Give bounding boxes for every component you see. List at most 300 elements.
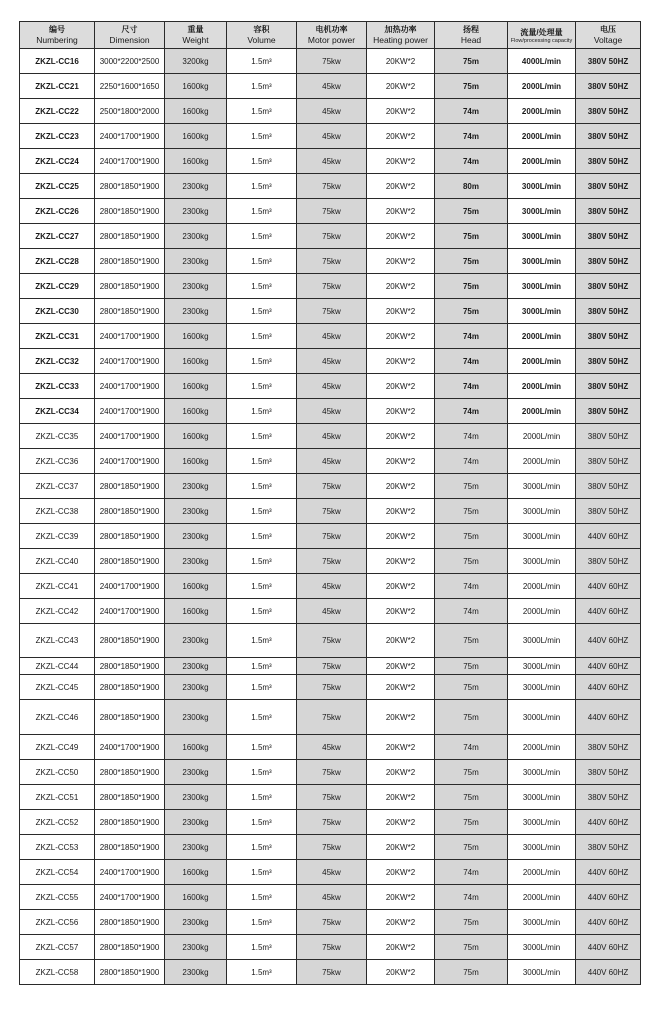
cell-head: 75m (435, 810, 508, 835)
cell-flow: 3000L/min (508, 960, 576, 985)
cell-heating-power: 20KW*2 (367, 624, 435, 658)
cell-weight: 2300kg (165, 675, 227, 700)
cell-weight: 2300kg (165, 274, 227, 299)
header-dimension (95, 22, 165, 49)
cell-dimension: 2800*1850*1900 (95, 199, 165, 224)
cell-volume: 1.5m³ (227, 910, 297, 935)
cell-dimension: 2800*1850*1900 (95, 299, 165, 324)
cell-head: 74m (435, 860, 508, 885)
cell-head: 75m (435, 910, 508, 935)
cell-weight: 2300kg (165, 960, 227, 985)
cell-head: 75m (435, 549, 508, 574)
cell-volume: 1.5m³ (227, 224, 297, 249)
header-cn: 加热功率 (384, 25, 417, 34)
cell-volume: 1.5m³ (227, 474, 297, 499)
cell-numbering: ZKZL-CC16 (20, 49, 95, 74)
cell-weight: 1600kg (165, 349, 227, 374)
cell-numbering: ZKZL-CC50 (20, 760, 95, 785)
cell-motor-power: 45kw (297, 374, 367, 399)
cell-head: 74m (435, 99, 508, 124)
table-row (20, 149, 641, 174)
cell-head: 80m (435, 174, 508, 199)
cell-heating-power: 20KW*2 (367, 935, 435, 960)
cell-numbering: ZKZL-CC58 (20, 960, 95, 985)
cell-weight: 2300kg (165, 658, 227, 675)
cell-volume: 1.5m³ (227, 599, 297, 624)
cell-volume: 1.5m³ (227, 524, 297, 549)
cell-volume: 1.5m³ (227, 885, 297, 910)
cell-head: 75m (435, 700, 508, 735)
cell-heating-power: 20KW*2 (367, 785, 435, 810)
cell-numbering: ZKZL-CC49 (20, 735, 95, 760)
cell-head: 75m (435, 760, 508, 785)
cell-voltage: 380V 50HZ (576, 274, 641, 299)
cell-dimension: 2400*1700*1900 (95, 735, 165, 760)
table-row (20, 549, 641, 574)
cell-dimension: 2800*1850*1900 (95, 499, 165, 524)
cell-dimension: 2400*1700*1900 (95, 399, 165, 424)
cell-motor-power: 45kw (297, 324, 367, 349)
cell-numbering: ZKZL-CC29 (20, 274, 95, 299)
cell-weight: 2300kg (165, 499, 227, 524)
header-flow (508, 22, 576, 49)
cell-volume: 1.5m³ (227, 324, 297, 349)
cell-heating-power: 20KW*2 (367, 910, 435, 935)
cell-motor-power: 45kw (297, 860, 367, 885)
cell-voltage: 380V 50HZ (576, 74, 641, 99)
cell-heating-power: 20KW*2 (367, 700, 435, 735)
cell-motor-power: 45kw (297, 735, 367, 760)
cell-motor-power: 45kw (297, 449, 367, 474)
cell-numbering: ZKZL-CC24 (20, 149, 95, 174)
cell-motor-power: 75kw (297, 274, 367, 299)
cell-volume: 1.5m³ (227, 374, 297, 399)
cell-numbering: ZKZL-CC35 (20, 424, 95, 449)
cell-voltage: 380V 50HZ (576, 760, 641, 785)
cell-volume: 1.5m³ (227, 124, 297, 149)
cell-head: 75m (435, 675, 508, 700)
cell-flow: 2000L/min (508, 349, 576, 374)
cell-heating-power: 20KW*2 (367, 224, 435, 249)
cell-head: 75m (435, 624, 508, 658)
cell-dimension: 2800*1850*1900 (95, 960, 165, 985)
cell-flow: 3000L/min (508, 549, 576, 574)
table-row (20, 760, 641, 785)
header-en: Volume (247, 35, 276, 45)
table-row (20, 860, 641, 885)
cell-numbering: ZKZL-CC56 (20, 910, 95, 935)
cell-motor-power: 75kw (297, 935, 367, 960)
cell-head: 74m (435, 349, 508, 374)
cell-volume: 1.5m³ (227, 810, 297, 835)
cell-heating-power: 20KW*2 (367, 99, 435, 124)
cell-flow: 2000L/min (508, 74, 576, 99)
cell-numbering: ZKZL-CC57 (20, 935, 95, 960)
cell-voltage: 380V 50HZ (576, 124, 641, 149)
cell-flow: 3000L/min (508, 499, 576, 524)
cell-voltage: 380V 50HZ (576, 99, 641, 124)
cell-motor-power: 45kw (297, 599, 367, 624)
cell-head: 75m (435, 474, 508, 499)
cell-volume: 1.5m³ (227, 624, 297, 658)
cell-voltage: 440V 60HZ (576, 675, 641, 700)
cell-voltage: 380V 50HZ (576, 374, 641, 399)
cell-heating-power: 20KW*2 (367, 374, 435, 399)
cell-motor-power: 45kw (297, 885, 367, 910)
cell-head: 74m (435, 599, 508, 624)
cell-numbering: ZKZL-CC53 (20, 835, 95, 860)
table-row (20, 399, 641, 424)
header-cn: 电机功率 (315, 25, 348, 34)
cell-flow: 3000L/min (508, 624, 576, 658)
cell-head: 74m (435, 424, 508, 449)
cell-dimension: 2800*1850*1900 (95, 624, 165, 658)
cell-volume: 1.5m³ (227, 74, 297, 99)
header-numbering (20, 22, 95, 49)
cell-volume: 1.5m³ (227, 960, 297, 985)
cell-numbering: ZKZL-CC34 (20, 399, 95, 424)
cell-motor-power: 75kw (297, 910, 367, 935)
cell-dimension: 2400*1700*1900 (95, 374, 165, 399)
cell-heating-power: 20KW*2 (367, 449, 435, 474)
cell-motor-power: 45kw (297, 124, 367, 149)
cell-numbering: ZKZL-CC38 (20, 499, 95, 524)
cell-flow: 2000L/min (508, 99, 576, 124)
cell-dimension: 2800*1850*1900 (95, 835, 165, 860)
table-row (20, 499, 641, 524)
cell-motor-power: 75kw (297, 199, 367, 224)
header-heating-power (367, 22, 435, 49)
cell-weight: 1600kg (165, 374, 227, 399)
cell-dimension: 2400*1700*1900 (95, 860, 165, 885)
cell-motor-power: 45kw (297, 149, 367, 174)
cell-weight: 2300kg (165, 474, 227, 499)
cell-heating-power: 20KW*2 (367, 324, 435, 349)
cell-heating-power: 20KW*2 (367, 860, 435, 885)
cell-flow: 2000L/min (508, 735, 576, 760)
cell-dimension: 2400*1700*1900 (95, 574, 165, 599)
header-en: Weight (182, 35, 209, 45)
cell-volume: 1.5m³ (227, 274, 297, 299)
cell-flow: 2000L/min (508, 424, 576, 449)
cell-flow: 3000L/min (508, 199, 576, 224)
table-row (20, 224, 641, 249)
cell-head: 74m (435, 735, 508, 760)
cell-flow: 3000L/min (508, 810, 576, 835)
header-cn: 扬程 (463, 25, 479, 34)
cell-weight: 2300kg (165, 174, 227, 199)
table-row (20, 810, 641, 835)
cell-weight: 1600kg (165, 424, 227, 449)
cell-weight: 1600kg (165, 124, 227, 149)
table-header (20, 22, 641, 49)
cell-volume: 1.5m³ (227, 935, 297, 960)
cell-flow: 3000L/min (508, 785, 576, 810)
cell-weight: 1600kg (165, 149, 227, 174)
cell-heating-power: 20KW*2 (367, 274, 435, 299)
table-row (20, 524, 641, 549)
cell-numbering: ZKZL-CC32 (20, 349, 95, 374)
cell-motor-power: 45kw (297, 399, 367, 424)
header-en: Head (460, 35, 482, 45)
cell-motor-power: 45kw (297, 74, 367, 99)
cell-weight: 2300kg (165, 299, 227, 324)
cell-motor-power: 75kw (297, 524, 367, 549)
cell-voltage: 440V 60HZ (576, 700, 641, 735)
cell-flow: 3000L/min (508, 174, 576, 199)
cell-heating-power: 20KW*2 (367, 149, 435, 174)
header-cn: 尺寸 (121, 25, 138, 34)
cell-heating-power: 20KW*2 (367, 735, 435, 760)
cell-dimension: 2400*1700*1900 (95, 449, 165, 474)
table-row (20, 785, 641, 810)
cell-dimension: 3000*2200*2500 (95, 49, 165, 74)
cell-flow: 4000L/min (508, 49, 576, 74)
table-row (20, 374, 641, 399)
cell-flow: 3000L/min (508, 474, 576, 499)
cell-heating-power: 20KW*2 (367, 349, 435, 374)
cell-motor-power: 75kw (297, 675, 367, 700)
cell-weight: 2300kg (165, 249, 227, 274)
table-row (20, 174, 641, 199)
cell-weight: 1600kg (165, 885, 227, 910)
cell-flow: 3000L/min (508, 224, 576, 249)
cell-weight: 2300kg (165, 624, 227, 658)
header-volume (227, 22, 297, 49)
cell-volume: 1.5m³ (227, 249, 297, 274)
cell-volume: 1.5m³ (227, 424, 297, 449)
cell-heating-power: 20KW*2 (367, 199, 435, 224)
cell-heating-power: 20KW*2 (367, 474, 435, 499)
table-row (20, 574, 641, 599)
cell-dimension: 2800*1850*1900 (95, 249, 165, 274)
cell-numbering: ZKZL-CC37 (20, 474, 95, 499)
cell-weight: 1600kg (165, 399, 227, 424)
table-row (20, 599, 641, 624)
header-en: Motor power (307, 35, 356, 45)
cell-voltage: 440V 60HZ (576, 524, 641, 549)
cell-dimension: 2400*1700*1900 (95, 324, 165, 349)
cell-numbering: ZKZL-CC22 (20, 99, 95, 124)
cell-motor-power: 75kw (297, 960, 367, 985)
cell-voltage: 380V 50HZ (576, 224, 641, 249)
cell-dimension: 2400*1700*1900 (95, 599, 165, 624)
cell-dimension: 2800*1850*1900 (95, 224, 165, 249)
cell-weight: 2300kg (165, 810, 227, 835)
cell-heating-power: 20KW*2 (367, 760, 435, 785)
cell-numbering: ZKZL-CC30 (20, 299, 95, 324)
cell-volume: 1.5m³ (227, 760, 297, 785)
table-row (20, 960, 641, 985)
cell-dimension: 2800*1850*1900 (95, 174, 165, 199)
cell-volume: 1.5m³ (227, 549, 297, 574)
cell-voltage: 380V 50HZ (576, 174, 641, 199)
cell-heating-power: 20KW*2 (367, 124, 435, 149)
cell-flow: 3000L/min (508, 299, 576, 324)
cell-head: 75m (435, 524, 508, 549)
cell-heating-power: 20KW*2 (367, 49, 435, 74)
header-weight (165, 22, 227, 49)
cell-head: 75m (435, 274, 508, 299)
cell-head: 74m (435, 324, 508, 349)
table-row (20, 910, 641, 935)
cell-volume: 1.5m³ (227, 99, 297, 124)
cell-flow: 2000L/min (508, 885, 576, 910)
cell-flow: 3000L/min (508, 675, 576, 700)
table-row (20, 249, 641, 274)
cell-head: 74m (435, 574, 508, 599)
cell-voltage: 440V 60HZ (576, 935, 641, 960)
cell-voltage: 440V 60HZ (576, 960, 641, 985)
cell-numbering: ZKZL-CC26 (20, 199, 95, 224)
cell-dimension: 2800*1850*1900 (95, 474, 165, 499)
cell-flow: 2000L/min (508, 860, 576, 885)
cell-volume: 1.5m³ (227, 860, 297, 885)
cell-dimension: 2800*1850*1900 (95, 935, 165, 960)
cell-motor-power: 75kw (297, 549, 367, 574)
cell-flow: 2000L/min (508, 599, 576, 624)
cell-numbering: ZKZL-CC52 (20, 810, 95, 835)
table-row (20, 199, 641, 224)
cell-dimension: 2800*1850*1900 (95, 785, 165, 810)
cell-flow: 3000L/min (508, 835, 576, 860)
header-row (20, 22, 641, 49)
cell-heating-power: 20KW*2 (367, 810, 435, 835)
cell-volume: 1.5m³ (227, 658, 297, 675)
cell-heating-power: 20KW*2 (367, 574, 435, 599)
cell-dimension: 2500*1800*2000 (95, 99, 165, 124)
cell-numbering: ZKZL-CC46 (20, 700, 95, 735)
table-row (20, 675, 641, 700)
cell-flow: 3000L/min (508, 274, 576, 299)
cell-motor-power: 75kw (297, 700, 367, 735)
cell-voltage: 380V 50HZ (576, 199, 641, 224)
header-cn: 流量/处理量 (520, 27, 563, 37)
cell-motor-power: 75kw (297, 49, 367, 74)
header-en: Flow/processing capacity (510, 37, 573, 44)
cell-head: 75m (435, 249, 508, 274)
cell-motor-power: 75kw (297, 785, 367, 810)
cell-voltage: 380V 50HZ (576, 835, 641, 860)
cell-head: 75m (435, 224, 508, 249)
cell-voltage: 380V 50HZ (576, 49, 641, 74)
cell-volume: 1.5m³ (227, 785, 297, 810)
cell-volume: 1.5m³ (227, 299, 297, 324)
cell-heating-power: 20KW*2 (367, 524, 435, 549)
cell-voltage: 380V 50HZ (576, 399, 641, 424)
cell-weight: 2300kg (165, 549, 227, 574)
cell-motor-power: 75kw (297, 835, 367, 860)
cell-voltage: 440V 60HZ (576, 624, 641, 658)
cell-numbering: ZKZL-CC23 (20, 124, 95, 149)
table-row (20, 935, 641, 960)
cell-heating-power: 20KW*2 (367, 399, 435, 424)
cell-weight: 2300kg (165, 224, 227, 249)
cell-flow: 3000L/min (508, 935, 576, 960)
cell-voltage: 380V 50HZ (576, 324, 641, 349)
cell-volume: 1.5m³ (227, 399, 297, 424)
table-body (20, 49, 641, 985)
table-row (20, 299, 641, 324)
header-en: Dimension (109, 35, 150, 45)
cell-voltage: 440V 60HZ (576, 860, 641, 885)
cell-motor-power: 45kw (297, 99, 367, 124)
cell-heating-power: 20KW*2 (367, 499, 435, 524)
cell-flow: 2000L/min (508, 124, 576, 149)
header-en: Numbering (36, 35, 78, 45)
cell-heating-power: 20KW*2 (367, 424, 435, 449)
cell-heating-power: 20KW*2 (367, 599, 435, 624)
table-row (20, 349, 641, 374)
table-row (20, 124, 641, 149)
cell-motor-power: 75kw (297, 174, 367, 199)
table-row (20, 624, 641, 658)
cell-voltage: 380V 50HZ (576, 424, 641, 449)
cell-voltage: 440V 60HZ (576, 885, 641, 910)
table-row (20, 835, 641, 860)
cell-head: 74m (435, 124, 508, 149)
cell-flow: 3000L/min (508, 700, 576, 735)
table-row (20, 424, 641, 449)
cell-voltage: 380V 50HZ (576, 149, 641, 174)
cell-head: 74m (435, 885, 508, 910)
cell-weight: 1600kg (165, 860, 227, 885)
cell-voltage: 380V 50HZ (576, 549, 641, 574)
cell-numbering: ZKZL-CC33 (20, 374, 95, 399)
cell-volume: 1.5m³ (227, 735, 297, 760)
table-row (20, 99, 641, 124)
cell-motor-power: 75kw (297, 299, 367, 324)
cell-heating-power: 20KW*2 (367, 675, 435, 700)
cell-dimension: 2800*1850*1900 (95, 549, 165, 574)
table-row (20, 274, 641, 299)
header-cn: 重量 (187, 25, 204, 34)
cell-flow: 3000L/min (508, 658, 576, 675)
cell-numbering: ZKZL-CC54 (20, 860, 95, 885)
cell-heating-power: 20KW*2 (367, 299, 435, 324)
cell-heating-power: 20KW*2 (367, 960, 435, 985)
cell-weight: 1600kg (165, 449, 227, 474)
cell-flow: 2000L/min (508, 449, 576, 474)
cell-voltage: 380V 50HZ (576, 449, 641, 474)
cell-weight: 1600kg (165, 735, 227, 760)
cell-numbering: ZKZL-CC44 (20, 658, 95, 675)
cell-motor-power: 75kw (297, 249, 367, 274)
cell-numbering: ZKZL-CC51 (20, 785, 95, 810)
cell-volume: 1.5m³ (227, 700, 297, 735)
cell-weight: 2300kg (165, 700, 227, 735)
cell-weight: 2300kg (165, 935, 227, 960)
cell-flow: 2000L/min (508, 399, 576, 424)
cell-numbering: ZKZL-CC43 (20, 624, 95, 658)
cell-head: 75m (435, 49, 508, 74)
table-row (20, 449, 641, 474)
cell-dimension: 2800*1850*1900 (95, 274, 165, 299)
cell-motor-power: 75kw (297, 499, 367, 524)
cell-dimension: 2800*1850*1900 (95, 700, 165, 735)
table-row (20, 474, 641, 499)
table-row (20, 49, 641, 74)
cell-numbering: ZKZL-CC42 (20, 599, 95, 624)
cell-dimension: 2400*1700*1900 (95, 349, 165, 374)
cell-weight: 1600kg (165, 324, 227, 349)
cell-volume: 1.5m³ (227, 149, 297, 174)
cell-weight: 2300kg (165, 524, 227, 549)
cell-voltage: 380V 50HZ (576, 349, 641, 374)
cell-dimension: 2400*1700*1900 (95, 885, 165, 910)
cell-numbering: ZKZL-CC40 (20, 549, 95, 574)
cell-voltage: 440V 60HZ (576, 574, 641, 599)
